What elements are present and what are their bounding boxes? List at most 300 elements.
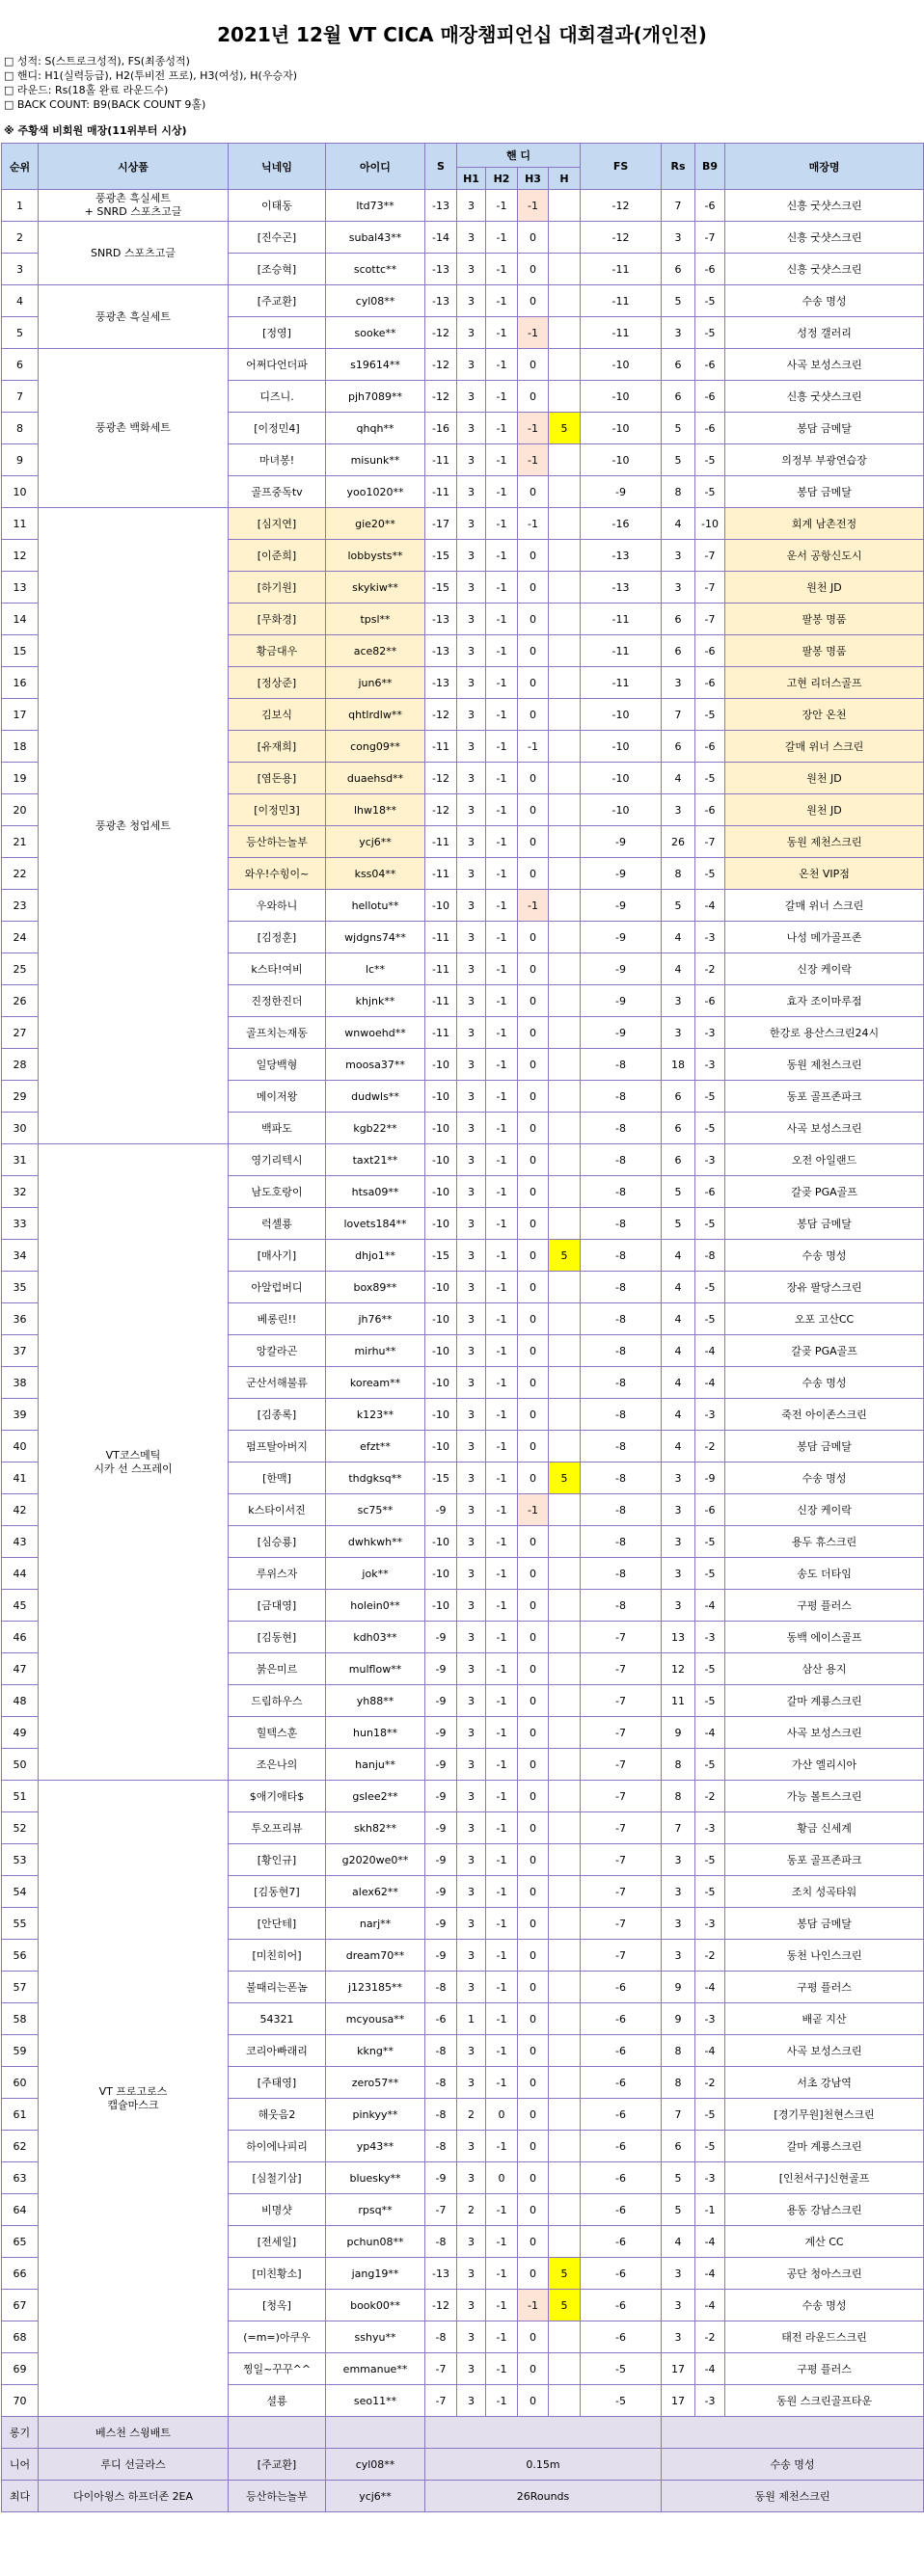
- backcount-cell: -5: [695, 1653, 725, 1685]
- nickname-cell: 어쩌다언더파: [229, 349, 326, 381]
- rank-cell: 45: [2, 1590, 39, 1622]
- nickname-cell: [한맥]: [229, 1462, 326, 1494]
- h-cell: [549, 1940, 581, 1972]
- h-cell: [549, 1081, 581, 1113]
- h1-cell: 3: [457, 476, 486, 508]
- stroke-cell: -16: [425, 413, 457, 444]
- user-id-cell: pinkyy**: [326, 2099, 425, 2131]
- h-cell: [549, 1844, 581, 1876]
- user-id-cell: narj**: [326, 1908, 425, 1940]
- stroke-cell: -11: [425, 922, 457, 953]
- h-cell: [549, 190, 581, 222]
- h2-cell: -1: [486, 1240, 518, 1272]
- final-score-cell: -6: [581, 2321, 662, 2353]
- header-nick: 닉네임: [229, 144, 326, 190]
- store-cell: 나성 메가골프존: [725, 922, 924, 953]
- h3-cell: 0: [518, 349, 549, 381]
- store-cell: 신장 케이락: [725, 953, 924, 985]
- rank-cell: 47: [2, 1653, 39, 1685]
- nickname-cell: 베롱린!!: [229, 1303, 326, 1335]
- store-cell: 갈곶 PGA골프: [725, 1176, 924, 1208]
- rank-cell: 34: [2, 1240, 39, 1272]
- backcount-cell: -7: [695, 222, 725, 254]
- h2-cell: -1: [486, 667, 518, 699]
- rounds-cell: 13: [662, 1622, 695, 1653]
- rank-cell: 4: [2, 285, 39, 317]
- store-cell: 용동 강남스크린: [725, 2194, 924, 2226]
- h-cell: [549, 1303, 581, 1335]
- user-id-cell: tpsl**: [326, 604, 425, 635]
- rounds-cell: 3: [662, 667, 695, 699]
- h2-cell: -1: [486, 1749, 518, 1781]
- rank-cell: 28: [2, 1049, 39, 1081]
- store-cell: 신흥 굿샷스크린: [725, 381, 924, 413]
- nickname-cell: [매사기]: [229, 1240, 326, 1272]
- rounds-cell: 3: [662, 2258, 695, 2290]
- h1-cell: 2: [457, 2099, 486, 2131]
- h-cell: 5: [549, 2258, 581, 2290]
- h1-cell: 3: [457, 1113, 486, 1144]
- nickname-cell: [이정민4]: [229, 413, 326, 444]
- backcount-cell: -7: [695, 572, 725, 604]
- rounds-cell: 4: [662, 763, 695, 794]
- backcount-cell: -5: [695, 1272, 725, 1303]
- rounds-cell: 4: [662, 922, 695, 953]
- rank-cell: 22: [2, 858, 39, 890]
- store-cell: 갈마 계룡스크린: [725, 2131, 924, 2162]
- nickname-cell: k스타이서진: [229, 1494, 326, 1526]
- h2-cell: -1: [486, 1653, 518, 1685]
- h1-cell: 3: [457, 317, 486, 349]
- nickname-cell: 드림하우스: [229, 1685, 326, 1717]
- h1-cell: 3: [457, 190, 486, 222]
- h3-cell: 0: [518, 2035, 549, 2067]
- h2-cell: -1: [486, 1526, 518, 1558]
- h1-cell: 3: [457, 2131, 486, 2162]
- h3-cell: 0: [518, 1144, 549, 1176]
- prize-cell: [39, 285, 229, 349]
- user-id-cell: subal43**: [326, 222, 425, 254]
- backcount-cell: -4: [695, 1367, 725, 1399]
- backcount-cell: -3: [695, 1017, 725, 1049]
- rounds-cell: 26: [662, 826, 695, 858]
- stroke-cell: -11: [425, 985, 457, 1017]
- user-id-cell: seo11**: [326, 2385, 425, 2417]
- h-cell: [549, 508, 581, 540]
- award-label-cell: 니어: [2, 2449, 39, 2481]
- store-cell: 수송 명성: [725, 285, 924, 317]
- h2-cell: -1: [486, 2385, 518, 2417]
- rounds-cell: 3: [662, 2321, 695, 2353]
- h3-cell: 0: [518, 1653, 549, 1685]
- rounds-cell: 3: [662, 1876, 695, 1908]
- final-score-cell: -7: [581, 1717, 662, 1749]
- user-id-cell: ace82**: [326, 635, 425, 667]
- h2-cell: -1: [486, 1844, 518, 1876]
- store-cell: 사곡 보성스크린: [725, 2035, 924, 2067]
- h3-cell: 0: [518, 1272, 549, 1303]
- h1-cell: 3: [457, 1781, 486, 1812]
- user-id-cell: cyl08**: [326, 285, 425, 317]
- stroke-cell: -10: [425, 1049, 457, 1081]
- user-id-cell: yp43**: [326, 2131, 425, 2162]
- final-score-cell: -6: [581, 2290, 662, 2321]
- user-id-cell: kdh03**: [326, 1622, 425, 1653]
- rank-cell: 46: [2, 1622, 39, 1653]
- h3-cell: 0: [518, 922, 549, 953]
- h3-cell: 0: [518, 476, 549, 508]
- store-cell: 동원 스크린골프타운: [725, 2385, 924, 2417]
- backcount-cell: -5: [695, 317, 725, 349]
- final-score-cell: -6: [581, 1972, 662, 2003]
- store-cell: 장안 온천: [725, 699, 924, 731]
- final-score-cell: -11: [581, 667, 662, 699]
- rounds-cell: 8: [662, 2035, 695, 2067]
- final-score-cell: -6: [581, 2067, 662, 2099]
- backcount-cell: -4: [695, 890, 725, 922]
- backcount-cell: -6: [695, 731, 725, 763]
- rank-cell: 13: [2, 572, 39, 604]
- stroke-cell: -10: [425, 1335, 457, 1367]
- h-cell: [549, 1049, 581, 1081]
- rank-cell: 61: [2, 2099, 39, 2131]
- user-id-cell: dudwls**: [326, 1081, 425, 1113]
- rounds-cell: 3: [662, 1494, 695, 1526]
- award-uid-cell: [326, 2417, 425, 2449]
- stroke-cell: -9: [425, 1717, 457, 1749]
- rank-cell: 38: [2, 1367, 39, 1399]
- backcount-cell: -2: [695, 1431, 725, 1462]
- h2-cell: -1: [486, 2258, 518, 2290]
- stroke-cell: -17: [425, 508, 457, 540]
- h-cell: [549, 2353, 581, 2385]
- page-title: 2021년 12월 VT CICA 매장챔피언십 대회결과(개인전): [217, 23, 707, 46]
- award-nick-cell: [주교환]: [229, 2449, 326, 2481]
- rank-cell: 44: [2, 1558, 39, 1590]
- h2-cell: -1: [486, 1176, 518, 1208]
- final-score-cell: -8: [581, 1272, 662, 1303]
- backcount-cell: -4: [695, 2290, 725, 2321]
- rounds-cell: 8: [662, 1781, 695, 1812]
- stroke-cell: -9: [425, 1812, 457, 1844]
- nickname-cell: 우와하니: [229, 890, 326, 922]
- final-score-cell: -11: [581, 317, 662, 349]
- h2-cell: -1: [486, 540, 518, 572]
- rounds-cell: 5: [662, 413, 695, 444]
- rounds-cell: 6: [662, 349, 695, 381]
- rounds-cell: 8: [662, 476, 695, 508]
- rank-cell: 63: [2, 2162, 39, 2194]
- backcount-cell: -3: [695, 1812, 725, 1844]
- final-score-cell: -11: [581, 635, 662, 667]
- store-cell: 서초 강남역: [725, 2067, 924, 2099]
- h-cell: [549, 1781, 581, 1812]
- h3-cell: 0: [518, 1590, 549, 1622]
- h2-cell: -1: [486, 2353, 518, 2385]
- stroke-cell: -11: [425, 444, 457, 476]
- stroke-cell: -10: [425, 890, 457, 922]
- nickname-cell: [이준희]: [229, 540, 326, 572]
- rank-cell: 16: [2, 667, 39, 699]
- store-cell: 신장 케이락: [725, 1494, 924, 1526]
- nickname-cell: [심승룡]: [229, 1526, 326, 1558]
- stroke-cell: -13: [425, 2258, 457, 2290]
- store-cell: 배곧 지산: [725, 2003, 924, 2035]
- store-cell: 장유 팔당스크린: [725, 1272, 924, 1303]
- h3-cell: 0: [518, 699, 549, 731]
- user-id-cell: holein0**: [326, 1590, 425, 1622]
- rounds-cell: 3: [662, 1462, 695, 1494]
- rounds-cell: 3: [662, 572, 695, 604]
- rounds-cell: 4: [662, 1399, 695, 1431]
- header-handi: 핸 디: [457, 144, 581, 168]
- nickname-cell: 하이에나피리: [229, 2131, 326, 2162]
- rounds-cell: 4: [662, 508, 695, 540]
- h1-cell: 3: [457, 2321, 486, 2353]
- h3-cell: 0: [518, 985, 549, 1017]
- user-id-cell: bluesky**: [326, 2162, 425, 2194]
- backcount-cell: -4: [695, 2035, 725, 2067]
- store-cell: 사곡 보성스크린: [725, 349, 924, 381]
- user-id-cell: yoo1020**: [326, 476, 425, 508]
- backcount-cell: -4: [695, 1590, 725, 1622]
- table-row: [2, 222, 924, 254]
- h3-cell: 0: [518, 1685, 549, 1717]
- final-score-cell: -10: [581, 413, 662, 444]
- final-score-cell: -8: [581, 1208, 662, 1240]
- stroke-cell: -10: [425, 1208, 457, 1240]
- final-score-cell: -7: [581, 1685, 662, 1717]
- rounds-cell: 4: [662, 1367, 695, 1399]
- h2-cell: -1: [486, 2067, 518, 2099]
- rounds-cell: 3: [662, 1590, 695, 1622]
- h1-cell: 3: [457, 635, 486, 667]
- rounds-cell: 17: [662, 2385, 695, 2417]
- h-cell: [549, 222, 581, 254]
- backcount-cell: -2: [695, 2067, 725, 2099]
- h1-cell: 3: [457, 2258, 486, 2290]
- h2-cell: -1: [486, 1812, 518, 1844]
- h2-cell: -1: [486, 1399, 518, 1431]
- rounds-cell: 5: [662, 444, 695, 476]
- h-cell: [549, 254, 581, 285]
- stroke-cell: -11: [425, 826, 457, 858]
- prize-line: VT 프로고로스: [98, 2084, 168, 2098]
- note-backcount: □ BACK COUNT: B9(BACK COUNT 9홀): [4, 98, 206, 111]
- user-id-cell: g2020we0**: [326, 1844, 425, 1876]
- stroke-cell: -12: [425, 794, 457, 826]
- user-id-cell: jun6**: [326, 667, 425, 699]
- backcount-cell: -3: [695, 1144, 725, 1176]
- h2-cell: -1: [486, 508, 518, 540]
- nickname-cell: [안단테]: [229, 1908, 326, 1940]
- rounds-cell: 3: [662, 794, 695, 826]
- rank-cell: 32: [2, 1176, 39, 1208]
- rounds-cell: 3: [662, 1017, 695, 1049]
- user-id-cell: scottc**: [326, 254, 425, 285]
- h3-cell: 0: [518, 1367, 549, 1399]
- nickname-cell: 이태동: [229, 190, 326, 222]
- h-cell: [549, 1653, 581, 1685]
- user-id-cell: efzt**: [326, 1431, 425, 1462]
- nickname-cell: 불때리는폰놈: [229, 1972, 326, 2003]
- user-id-cell: taxt21**: [326, 1144, 425, 1176]
- h1-cell: 3: [457, 1653, 486, 1685]
- rounds-cell: 4: [662, 1303, 695, 1335]
- stroke-cell: -15: [425, 1240, 457, 1272]
- stroke-cell: -9: [425, 1781, 457, 1812]
- h3-cell: 0: [518, 667, 549, 699]
- stroke-cell: -10: [425, 1176, 457, 1208]
- prize-cell: [39, 349, 229, 508]
- h-cell: [549, 2035, 581, 2067]
- h3-cell: -1: [518, 444, 549, 476]
- h2-cell: -1: [486, 1113, 518, 1144]
- h-cell: [549, 699, 581, 731]
- rounds-cell: 6: [662, 1144, 695, 1176]
- rank-cell: 30: [2, 1113, 39, 1144]
- final-score-cell: -12: [581, 222, 662, 254]
- store-cell: 동원 제천스크린: [725, 826, 924, 858]
- special-award-row: [2, 2481, 924, 2512]
- nickname-cell: 진정한진더: [229, 985, 326, 1017]
- stroke-cell: -9: [425, 1749, 457, 1781]
- final-score-cell: -8: [581, 1335, 662, 1367]
- backcount-cell: -5: [695, 763, 725, 794]
- h1-cell: 3: [457, 1017, 486, 1049]
- stroke-cell: -12: [425, 381, 457, 413]
- rounds-cell: 5: [662, 1208, 695, 1240]
- header-store: 매장명: [725, 144, 924, 190]
- h-cell: 5: [549, 1240, 581, 1272]
- h-cell: [549, 1749, 581, 1781]
- rounds-cell: 6: [662, 604, 695, 635]
- stroke-cell: -13: [425, 604, 457, 635]
- backcount-cell: -7: [695, 826, 725, 858]
- store-cell: 갈매 위너 스크린: [725, 890, 924, 922]
- store-cell: 동포 골프존파크: [725, 1081, 924, 1113]
- user-id-cell: book00**: [326, 2290, 425, 2321]
- prize-cell: [39, 508, 229, 1144]
- h3-cell: 0: [518, 1208, 549, 1240]
- h3-cell: 0: [518, 1431, 549, 1462]
- h1-cell: 3: [457, 1240, 486, 1272]
- h1-cell: 3: [457, 1972, 486, 2003]
- nickname-cell: [전세일]: [229, 2226, 326, 2258]
- rank-cell: 14: [2, 604, 39, 635]
- h1-cell: 3: [457, 222, 486, 254]
- store-cell: 동천 나인스크린: [725, 1940, 924, 1972]
- h2-cell: -1: [486, 381, 518, 413]
- final-score-cell: -8: [581, 1081, 662, 1113]
- nickname-cell: [주교환]: [229, 285, 326, 317]
- nickname-cell: $애기애타$: [229, 1781, 326, 1812]
- store-cell: 공단 청아스크린: [725, 2258, 924, 2290]
- final-score-cell: -8: [581, 1494, 662, 1526]
- user-id-cell: skykiw**: [326, 572, 425, 604]
- backcount-cell: -6: [695, 1494, 725, 1526]
- nickname-cell: [주태영]: [229, 2067, 326, 2099]
- h1-cell: 3: [457, 1685, 486, 1717]
- nickname-cell: 남도호랑이: [229, 1176, 326, 1208]
- user-id-cell: s19614**: [326, 349, 425, 381]
- award-nick-cell: [229, 2417, 326, 2449]
- h-cell: [549, 1717, 581, 1749]
- user-id-cell: wnwoehd**: [326, 1017, 425, 1049]
- nickname-cell: [김정훈]: [229, 922, 326, 953]
- rank-cell: 56: [2, 1940, 39, 1972]
- nickname-cell: [미친황소]: [229, 2258, 326, 2290]
- stroke-cell: -12: [425, 763, 457, 794]
- award-label-cell: 롱기: [2, 2417, 39, 2449]
- nickname-cell: [미친히어]: [229, 1940, 326, 1972]
- rounds-cell: 4: [662, 1240, 695, 1272]
- rank-cell: 43: [2, 1526, 39, 1558]
- store-cell: 봉담 금메달: [725, 1208, 924, 1240]
- h3-cell: 0: [518, 2067, 549, 2099]
- user-id-cell: lc**: [326, 953, 425, 985]
- h1-cell: 3: [457, 826, 486, 858]
- rounds-cell: 4: [662, 953, 695, 985]
- stroke-cell: -12: [425, 349, 457, 381]
- user-id-cell: rpsq**: [326, 2194, 425, 2226]
- backcount-cell: -5: [695, 1876, 725, 1908]
- nickname-cell: 마녀봉!: [229, 444, 326, 476]
- h-cell: [549, 2321, 581, 2353]
- user-id-cell: thdgksq**: [326, 1462, 425, 1494]
- final-score-cell: -10: [581, 731, 662, 763]
- rank-cell: 23: [2, 890, 39, 922]
- rounds-cell: 3: [662, 317, 695, 349]
- h1-cell: 3: [457, 1494, 486, 1526]
- user-id-cell: mcyousa**: [326, 2003, 425, 2035]
- h1-cell: 1: [457, 2003, 486, 2035]
- store-cell: 원천 JD: [725, 572, 924, 604]
- h1-cell: 3: [457, 2035, 486, 2067]
- h1-cell: 3: [457, 1303, 486, 1335]
- rank-cell: 1: [2, 190, 39, 222]
- award-detail-cell: [425, 2417, 662, 2449]
- stroke-cell: -7: [425, 2194, 457, 2226]
- nickname-cell: 와우!수힝이~: [229, 858, 326, 890]
- rank-cell: 48: [2, 1685, 39, 1717]
- h3-cell: 0: [518, 254, 549, 285]
- final-score-cell: -13: [581, 572, 662, 604]
- h3-cell: 0: [518, 1972, 549, 2003]
- h2-cell: -1: [486, 2226, 518, 2258]
- stroke-cell: -14: [425, 222, 457, 254]
- award-nick-cell: 등산하는놀부: [229, 2481, 326, 2512]
- h-cell: [549, 1208, 581, 1240]
- stroke-cell: -13: [425, 285, 457, 317]
- rank-cell: 41: [2, 1462, 39, 1494]
- h2-cell: -1: [486, 1494, 518, 1526]
- prize-line: VT코스메틱: [105, 1448, 161, 1462]
- nickname-cell: 힐텍스훈: [229, 1717, 326, 1749]
- special-award-row: [2, 2449, 924, 2481]
- user-id-cell: htsa09**: [326, 1176, 425, 1208]
- header-b9: B9: [695, 144, 725, 190]
- final-score-cell: -8: [581, 1462, 662, 1494]
- award-label-cell: 최다: [2, 2481, 39, 2512]
- note-rounds: □ 라운드: Rs(18홀 완료 라운드수): [4, 84, 169, 96]
- rank-cell: 25: [2, 953, 39, 985]
- stroke-cell: -7: [425, 2353, 457, 2385]
- h-cell: [549, 349, 581, 381]
- h2-cell: -1: [486, 572, 518, 604]
- h-cell: [549, 1685, 581, 1717]
- store-cell: 사곡 보성스크린: [725, 1113, 924, 1144]
